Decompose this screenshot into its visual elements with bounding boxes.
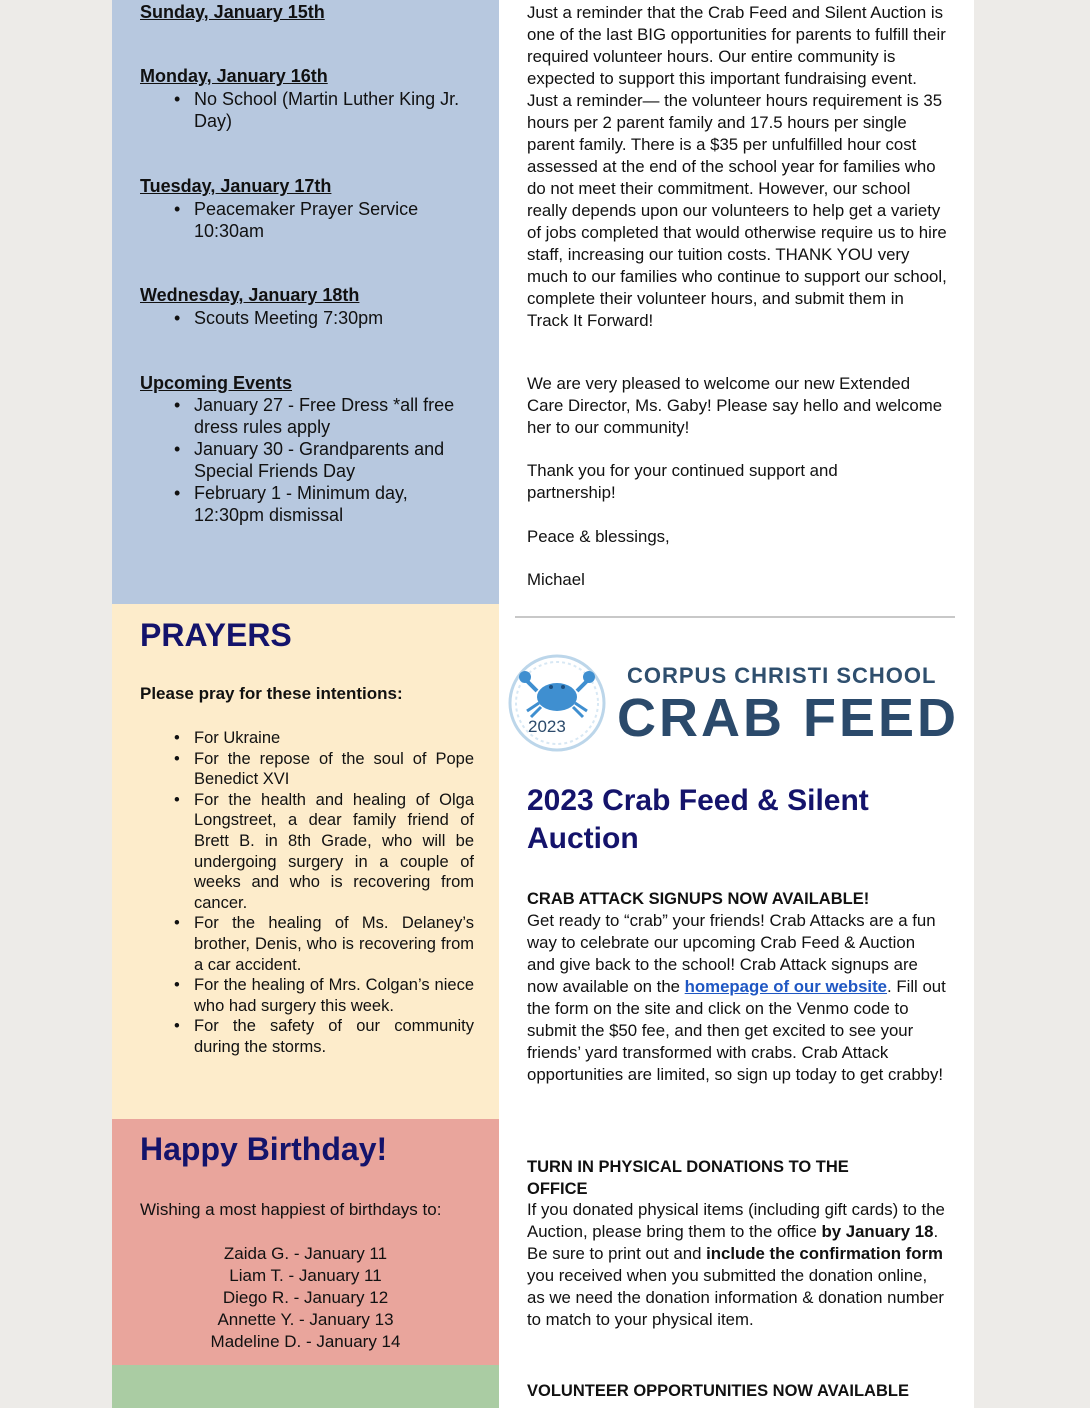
list-item: Madeline D. - January 14 <box>210 1332 401 1351</box>
calendar-section <box>112 0 499 604</box>
donations-text-3: you received when you submitted the donation online, as we need the donation information & donation number to match to your physical item. <box>527 1266 945 1329</box>
volunteer-heading: VOLUNTEER OPPORTUNITIES NOW AVAILABLE <box>527 1382 909 1400</box>
list-item: • For the healing of Ms. Delaney’s brother, Denis, who is recovering from a car accident. <box>174 913 474 975</box>
list-item: • No School (Martin Luther King Jr. Day) <box>174 88 484 132</box>
donations-heading: TURN IN PHYSICAL DONATIONS TO THE OFFICE <box>527 1158 849 1198</box>
sunday-heading: Sunday, January 15th <box>140 2 325 22</box>
crab-badge-icon <box>507 653 607 753</box>
birthday-intro: Wishing a most happiest of birthdays to: <box>140 1200 442 1219</box>
crab-feed-logo <box>499 645 974 750</box>
prayers-title: PRAYERS <box>140 617 292 653</box>
upcoming-list <box>174 394 474 526</box>
donations-bold-1: by January 18 <box>821 1222 934 1241</box>
newsletter-page <box>112 0 974 1408</box>
birthday-list <box>112 1243 499 1353</box>
donations-text-1: If you donated physical items (including gift cards) to the Auction, please bring them to the office <box>527 1200 945 1241</box>
list-item: • For the repose of the soul of Pope Benedict XVI <box>174 749 474 790</box>
crab-attack-text-2: . Fill out the form on the site and click on the Venmo code to submit the $50 fee, and then get excited to see your friends’ yard transformed with crabs. Crab Attack opportunities are limited, so sign up today to get crabby! <box>527 977 946 1084</box>
wednesday-list <box>174 307 474 329</box>
crab-attack-text <box>527 910 947 1086</box>
list-item: • Scouts Meeting 7:30pm <box>174 307 474 329</box>
section-divider <box>515 616 955 618</box>
upcoming-heading: Upcoming Events <box>140 373 293 393</box>
list-item: • February 1 - Minimum day, 12:30pm dismissal <box>174 482 474 526</box>
donations-text-2: . Be sure to print out and <box>527 1222 939 1263</box>
list-item: • For Ukraine <box>174 728 474 749</box>
list-item: • For the healing of Mrs. Colgan’s niece who had surgery this week. <box>174 975 474 1016</box>
list-item: • January 30 - Grandparents and Special Friends Day <box>174 438 474 482</box>
tuesday-list <box>174 198 474 242</box>
logo-year: 2023 <box>528 717 566 736</box>
next-section <box>112 1365 499 1408</box>
donations-bold-2: include the confirmation form <box>706 1244 943 1263</box>
list-item: Diego R. - January 12 <box>222 1288 389 1307</box>
tuesday-heading: Tuesday, January 17th <box>140 176 332 196</box>
list-item: Annette Y. - January 13 <box>217 1310 394 1329</box>
prayers-intro: Please pray for these intentions: <box>140 684 403 703</box>
letter-paragraph-1: Just a reminder that the Crab Feed and Silent Auction is one of the last BIG opportunities for parents to fulfill their required volunteer hours. Our entire community is expected to support this important fundraising event. Just a reminder— the volunteer hours requirement is 35 hours per 2 parent family and 17.5 hours per single parent family. There is a $35 per unfulfilled hour cost assessed at the end of the school year for families who do not meet their commitment. However, our school really depends upon our volunteers to help get a variety of jobs completed that would otherwise require us to hire staff, increasing our tuition costs. THANK YOU very much to our families who continue to support our school, complete their volunteer hours, and submit them in Track It Forward! <box>527 3 947 330</box>
crab-attack-text-1: Get ready to “crab” your friends! Crab Attacks are a fun way to celebrate our upcoming Crab Feed & Auction and give back to the school! Crab Attack signups are now available on the <box>527 911 936 996</box>
list-item: Zaida G. - January 11 <box>223 1244 388 1263</box>
letter-closing: Peace & blessings, <box>527 527 670 546</box>
crab-attack-heading: CRAB ATTACK SIGNUPS NOW AVAILABLE! <box>527 890 870 908</box>
list-item: • For the health and healing of Olga Longstreet, a dear family friend of Brett B. in 8th Grade, who will be undergoing surgery in a couple of weeks and who is recovering from cancer. <box>174 790 474 914</box>
wednesday-heading: Wednesday, January 18th <box>140 285 360 305</box>
monday-heading: Monday, January 16th <box>140 66 328 86</box>
monday-list <box>174 88 484 132</box>
list-item: • Peacemaker Prayer Service 10:30am <box>174 198 474 242</box>
donations-text <box>527 1199 947 1331</box>
prayer-list <box>174 728 474 1058</box>
letter-paragraph-2: We are very pleased to welcome our new Extended Care Director, Ms. Gaby! Please say hello and welcome her to our community! <box>527 374 943 437</box>
crab-feed-title: 2023 Crab Feed & Silent Auction <box>527 784 869 855</box>
logo-crab-feed: CRAB FEED <box>617 688 960 748</box>
list-item: Liam T. - January 11 <box>229 1266 382 1285</box>
homepage-link[interactable]: homepage of our website <box>684 977 888 996</box>
logo-school-name: CORPUS CHRISTI SCHOOL <box>627 663 937 688</box>
list-item: • January 27 - Free Dress *all free dress rules apply <box>174 394 474 438</box>
birthday-title: Happy Birthday! <box>140 1131 388 1167</box>
list-item: • For the safety of our community during the storms. <box>174 1016 474 1057</box>
letter-paragraph-3: Thank you for your continued support and partnership! <box>527 461 838 502</box>
right-column <box>499 0 974 1408</box>
letter-signature: Michael <box>527 570 585 589</box>
